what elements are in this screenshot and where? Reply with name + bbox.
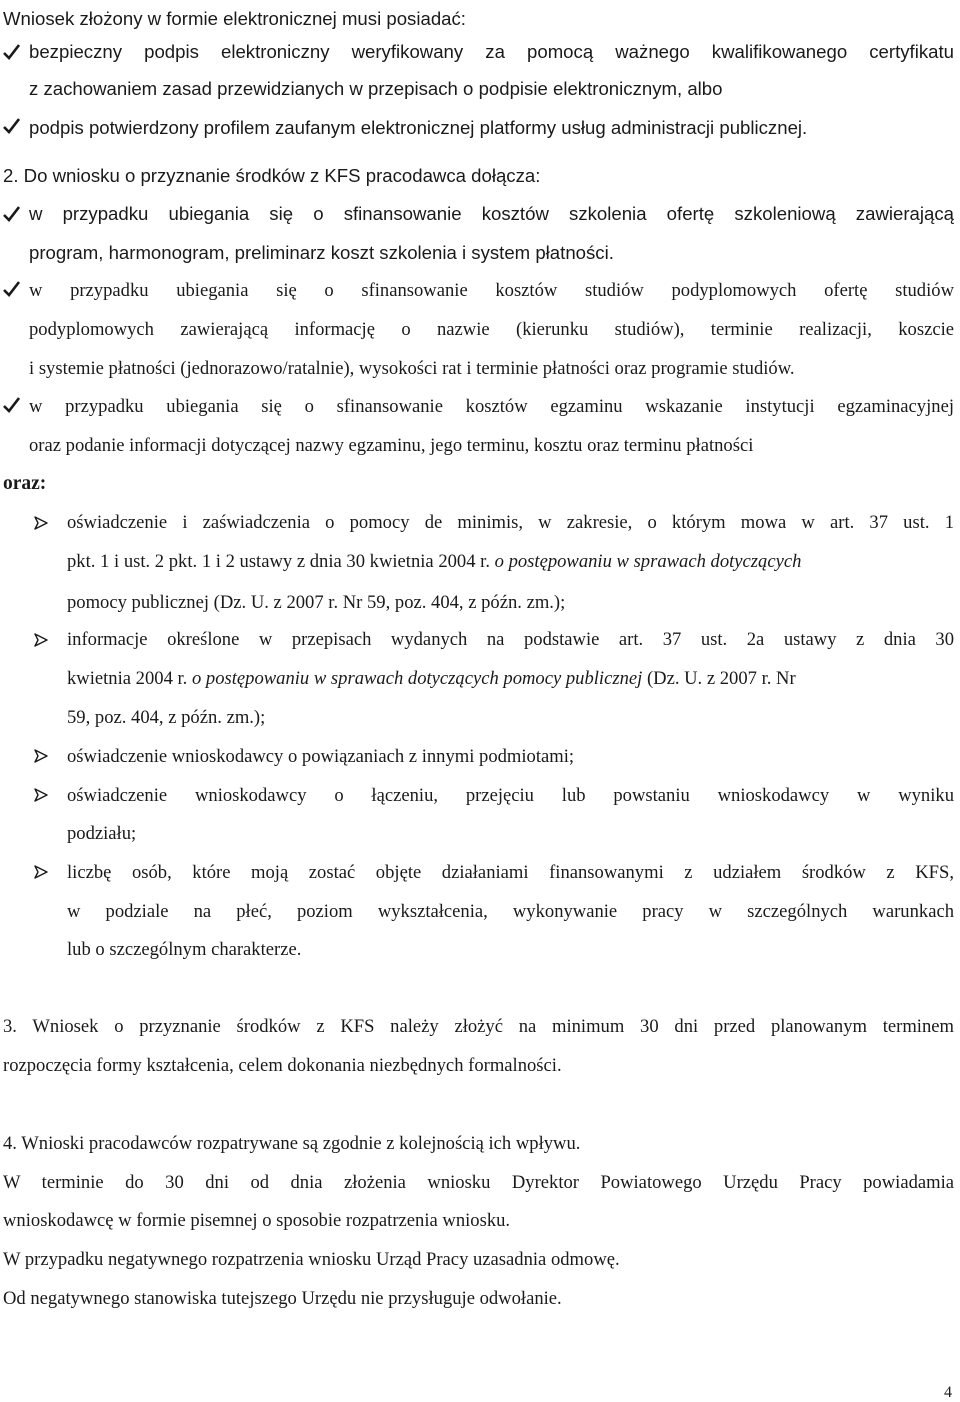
arrow-bullet-icon: [33, 632, 49, 648]
section1-item1-line1: bezpieczny podpis elektroniczny weryfikowany za pomocą ważnego kwalifikowanego certyfikatu: [29, 41, 954, 62]
section1-intro: Wniosek złożony w formie elektronicznej musi posiadać:: [3, 8, 466, 29]
attachment2-line1: informacje określone w przepisach wydanych na podstawie art. 37 ust. 2a ustawy z dnia 30: [67, 629, 954, 650]
section1-item2-line1: podpis potwierdzony profilem zaufanym elektronicznej platformy usług administracji publicznej.: [29, 117, 808, 138]
attachment4-line2: podziału;: [67, 823, 137, 844]
page-number: 4: [944, 1384, 952, 1401]
section3-line2: rozpoczęcia formy kształcenia, celem dokonania niezbędnych formalności.: [3, 1055, 562, 1076]
attachment4-line1: oświadczenie wnioskodawcy o łączeniu, przejęciu lub powstaniu wnioskodawcy w wyniku: [67, 785, 954, 806]
attachment2-line3: 59, poz. 404, z późn. zm.);: [67, 707, 266, 728]
attachment2-line2: kwietnia 2004 r. o postępowaniu w sprawach dotyczących pomocy publicznej (Dz. U. z 2007 r. Nr: [67, 668, 796, 689]
section2-item2-line1: w przypadku ubiegania się o sfinansowanie kosztów studiów podyplomowych ofertę studiów: [29, 280, 954, 301]
section2-item3-line1: w przypadku ubiegania się o sfinansowanie kosztów egzaminu wskazanie instytucji egzaminacyjnej: [29, 396, 954, 417]
attachment3-line1: oświadczenie wnioskodawcy o powiązaniach z innymi podmiotami;: [67, 746, 575, 767]
section4-line4: W przypadku negatywnego rozpatrzenia wniosku Urząd Pracy uzasadnia odmowę.: [3, 1249, 620, 1270]
section2-item3-line2: oraz podanie informacji dotyczącej nazwy egzaminu, jego terminu, kosztu oraz terminu płatności: [29, 435, 754, 456]
checkmark-icon: [3, 281, 20, 297]
section4-line1: 4. Wnioski pracodawców rozpatrywane są zgodnie z kolejnością ich wpływu.: [3, 1133, 581, 1154]
section1-item1-line2: z zachowaniem zasad przewidzianych w przepisach o podpisie elektronicznym, albo: [29, 78, 723, 99]
oraz-label: oraz:: [3, 473, 47, 494]
attachment5-line1: liczbę osób, które moją zostać objęte działaniami finansowanymi z udziałem środków z KFS,: [67, 862, 954, 883]
section4-line3: wnioskodawcę w formie pisemnej o sposobie rozpatrzenia wniosku.: [3, 1210, 511, 1231]
arrow-bullet-icon: [33, 864, 49, 880]
section2-heading: 2. Do wniosku o przyznanie środków z KFS pracodawca dołącza:: [3, 165, 541, 186]
attachment1-line3: pomocy publicznej (Dz. U. z 2007 r. Nr 59, poz. 404, z późn. zm.);: [67, 592, 566, 613]
section4-line5: Od negatywnego stanowiska tutejszego Urzędu nie przysługuje odwołanie.: [3, 1288, 562, 1309]
section4-line2: W terminie do 30 dni od dnia złożenia wniosku Dyrektor Powiatowego Urzędu Pracy powiadamia: [3, 1172, 954, 1193]
checkmark-icon: [3, 397, 20, 413]
attachment1-line2: pkt. 1 i ust. 2 pkt. 1 i 2 ustawy z dnia 30 kwietnia 2004 r. o postępowaniu w sprawach dotyczących: [67, 551, 802, 572]
checkmark-icon: [3, 206, 20, 222]
attachment1-line1: oświadczenie i zaświadczenia o pomocy de minimis, w zakresie, o którym mowa w art. 37 ust. 1: [67, 512, 954, 533]
attachment5-line2: w podziale na płeć, poziom wykształcenia, wykonywanie pracy w szczególnych warunkach: [67, 901, 954, 922]
attachment5-line3: lub o szczególnym charakterze.: [67, 939, 302, 960]
section3-line1: 3. Wniosek o przyznanie środków z KFS należy złożyć na minimum 30 dni przed planowanym terminem: [3, 1016, 954, 1037]
checkmark-icon: [3, 118, 20, 134]
section2-item2-line2: podyplomowych zawierającą informację o nazwie (kierunku studiów), terminie realizacji, koszcie: [29, 319, 954, 340]
arrow-bullet-icon: [33, 748, 49, 764]
arrow-bullet-icon: [33, 787, 49, 803]
section2-item1-line2: program, harmonogram, preliminarz koszt szkolenia i system płatności.: [29, 242, 614, 263]
section2-item2-line3: i systemie płatności (jednorazowo/ratalnie), wysokości rat i terminie płatności oraz programie studiów.: [29, 358, 795, 379]
section2-item1-line1: w przypadku ubiegania się o sfinansowanie kosztów szkolenia ofertę szkoleniową zawierającą: [29, 203, 954, 224]
arrow-bullet-icon: [33, 515, 49, 531]
checkmark-icon: [3, 44, 20, 60]
